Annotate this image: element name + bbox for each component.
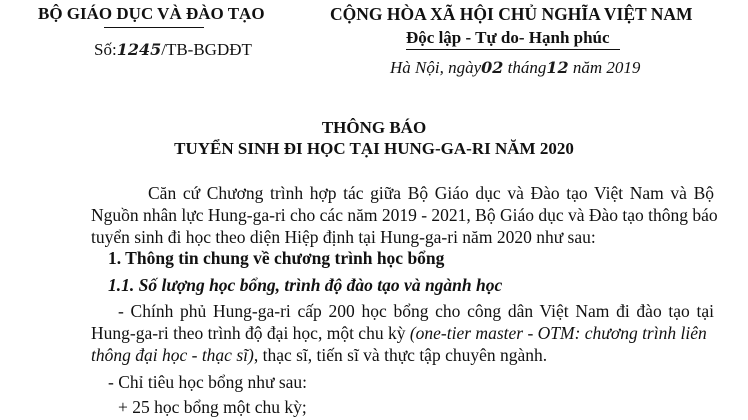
intro-line-1: Căn cứ Chương trình hợp tác giữa Bộ Giáo dục và Đào tạo Việt Nam và Bộ (148, 183, 714, 203)
section-heading-1-1: 1.1. Số lượng học bổng, trình độ đào tạo và ngành học (108, 275, 503, 295)
date-day-handwritten: 02 (481, 58, 504, 77)
republic-name: CỘNG HÒA XÃ HỘI CHỦ NGHĨA VIỆT NAM (330, 4, 693, 24)
section-heading-1: 1. Thông tin chung về chương trình học bổng (108, 248, 445, 268)
ministry-underline (104, 27, 204, 28)
document-number-suffix: /TB-BGDĐT (161, 40, 252, 59)
paragraph-1-line-3 (91, 345, 547, 366)
ministry-name: BỘ GIÁO DỤC VÀ ĐÀO TẠO (38, 4, 265, 23)
issue-date (390, 58, 640, 78)
paragraph-1-line-1: - Chính phủ Hung-ga-ri cấp 200 học bổng cho công dân Việt Nam đi đào tạo tại (118, 301, 714, 321)
date-place: Hà Nội, ngày (390, 58, 482, 77)
date-month-handwritten: 12 (546, 58, 569, 77)
document-title: THÔNG BÁO (321, 118, 427, 137)
paragraph-1-line-2-italic: (one-tier master - OTM: chương trình liên (409, 323, 707, 343)
document-number-prefix: Số: (94, 40, 117, 59)
national-motto: Độc lập - Tự do- Hạnh phúc (406, 28, 610, 47)
intro-line-3: tuyển sinh đi học theo diện Hiệp định tại Hung-ga-ri năm 2020 như sau: (91, 227, 596, 247)
document-number-handwritten: 1245 (116, 40, 162, 59)
motto-underline (406, 49, 620, 50)
date-year: năm 2019 (572, 58, 641, 77)
date-month-label: tháng (507, 58, 547, 77)
paragraph-1-line-2 (91, 323, 707, 344)
document-number (94, 40, 252, 60)
paragraph-1-line-3-text: , thạc sĩ, tiến sĩ và thực tập chuyên ngành. (253, 345, 548, 365)
intro-line-2: Nguồn nhân lực Hung-ga-ri cho các năm 2019 - 2021, Bộ Giáo dục và Đào tạo thông báo (91, 205, 718, 225)
document-subtitle: TUYỂN SINH ĐI HỌC TẠI HUNG-GA-RI NĂM 2020 (174, 139, 574, 158)
paragraph-1-line-3-italic: thông đại học - thạc sĩ) (91, 345, 254, 365)
paragraph-1-line-2-text: Hung-ga-ri theo trình độ đại học, một chu kỳ (91, 323, 410, 343)
quota-heading: - Chỉ tiêu học bổng như sau: (108, 372, 308, 392)
quota-item-1: + 25 học bổng một chu kỳ; (118, 397, 307, 417)
